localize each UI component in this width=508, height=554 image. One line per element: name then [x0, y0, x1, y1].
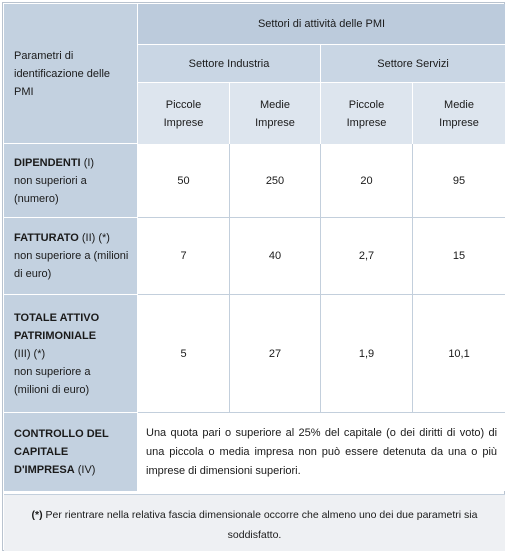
value-cell: 5: [138, 295, 230, 413]
row-label-dipendenti: [4, 144, 138, 218]
sector-servizi: Settore Servizi: [321, 45, 505, 83]
row-sub: non superiore a (milioni di euro): [14, 250, 129, 280]
size-piccole-servizi: Piccole Imprese: [321, 83, 413, 144]
row-marker: (IV): [77, 464, 96, 476]
footnote: [4, 494, 505, 551]
row-marker: (III) (*): [14, 347, 46, 360]
value-cell: 250: [230, 144, 321, 218]
value-cell: 27: [230, 295, 321, 413]
row-marker: (II) (*): [81, 232, 110, 244]
pmi-parameters-table: [4, 4, 505, 491]
value-cell: 15: [413, 218, 505, 295]
row-marker: (I): [83, 156, 95, 169]
value-cell: 20: [321, 144, 413, 218]
table-row: [4, 218, 505, 295]
size-piccole-industria: Piccole Imprese: [138, 83, 230, 144]
size-medie-servizi: Medie Imprese: [413, 83, 505, 144]
control-description: Una quota pari o superiore al 25% del capitale (o dei diritti di voto) di una piccola o media impresa non può essere detenuta da una o più imprese di dimensioni superiori.: [138, 413, 505, 491]
row-title: FATTURATO: [14, 232, 79, 244]
value-cell: 7: [138, 218, 230, 295]
table-row: [4, 144, 505, 218]
row-sub: non superiori a (numero): [14, 174, 87, 205]
value-cell: 40: [230, 218, 321, 295]
row-label-totale-attivo: [4, 295, 138, 413]
row-title: DIPENDENTI: [14, 156, 81, 169]
row-label-controllo: [4, 413, 138, 491]
footnote-text: Per rientrare nella relativa fascia dimensionale occorre che almeno uno dei due parametri sia soddisfatto.: [45, 509, 478, 541]
group-title: Settori di attività delle PMI: [138, 4, 505, 45]
table-row-controllo: [4, 413, 505, 491]
row-sub: non superiore a (milioni di euro): [14, 365, 91, 396]
sector-industria: Settore Industria: [138, 45, 321, 83]
row-label-fatturato: [4, 218, 138, 295]
row-title: TOTALE ATTIVO PATRIMONIALE: [14, 311, 100, 342]
size-medie-industria: Medie Imprese: [230, 83, 321, 144]
footnote-marker: (*): [31, 509, 43, 521]
row-title: CONTROLLO DEL CAPITALE D'IMPRESA: [14, 428, 109, 476]
table-row: [4, 295, 505, 413]
value-cell: 2,7: [321, 218, 413, 295]
value-cell: 10,1: [413, 295, 505, 413]
value-cell: 50: [138, 144, 230, 218]
row-header-label: Parametri di identificazione delle PMI: [4, 4, 138, 144]
value-cell: 1,9: [321, 295, 413, 413]
pmi-table-frame: [2, 2, 505, 551]
value-cell: 95: [413, 144, 505, 218]
